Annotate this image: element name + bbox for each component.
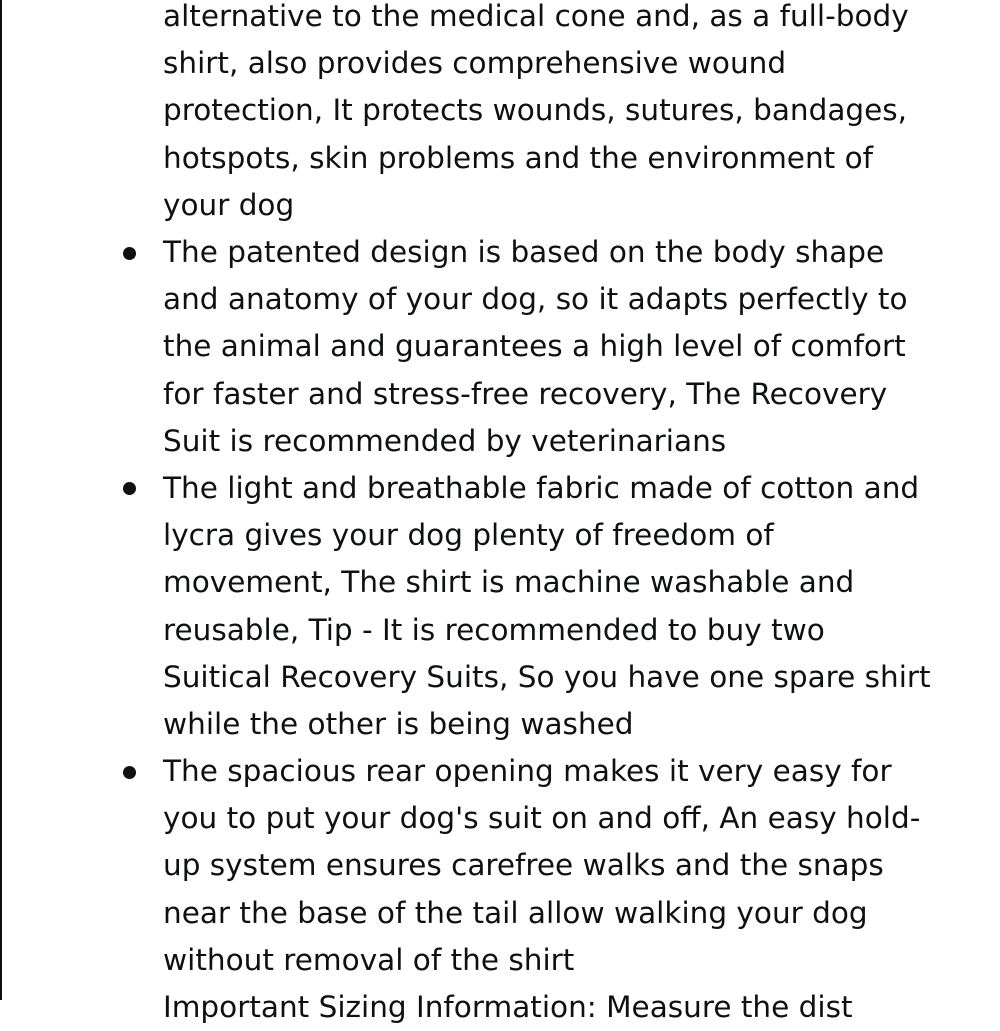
bullet-dot-icon [123,247,136,260]
bullet-item-sizing-cutoff: Important Sizing Information: Measure the dist [163,990,853,1024]
bullet-item-design: The patented design is based on the body shape and anatomy of your dog, so it adapts perfectly to the animal and guarantees a high level of comfort for faster and stress-free recovery, The Recovery Suit is recommended by veterinarians [163,235,908,458]
bullet-dot-icon [123,766,136,779]
bullet-item-fabric: The light and breathable fabric made of cotton and lycra gives your dog plenty of freedom of movement, The shirt is machine washable and reusable, Tip - It is recommended to buy two Suitical Recovery Suits, So you have one spare shirt while the other is being washed [163,471,931,742]
bullet-dot-icon [123,482,136,495]
bullet-continuation-text: alternative to the medical cone and, as a full-body shirt, also provides comprehensive wound protection, It protects wounds, sutures, bandages, hotspots, skin problems and the environment of your dog [163,0,909,222]
bullet-item-rear-opening: The spacious rear opening makes it very easy for you to put your dog's suit on and off, An easy hold- up system ensures carefree walks and the snaps near the base of the tail allow walking your dog without removal of the shirt [163,754,921,977]
